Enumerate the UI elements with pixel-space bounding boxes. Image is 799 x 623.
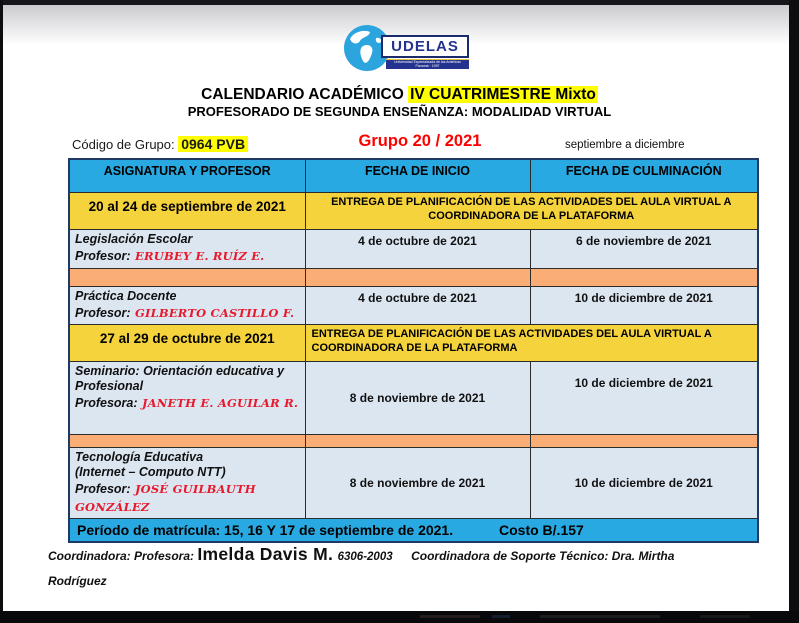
group-code-value: 0964 PVB (178, 136, 248, 152)
professor-name: JOSÉ GUILBAUTH GONZÁLEZ (75, 482, 256, 515)
udelas-org: Universidad Especializada de las Américas (394, 60, 461, 64)
spacer-cell (69, 434, 305, 447)
banner-text: ENTREGA DE PLANIFICACIÓN DE LAS ACTIVIDADES DEL AULA VIRTUAL A COORDINADORA DE LA PLATAFORMA (305, 324, 758, 361)
title-highlight: IV CUATRIMESTRE Mixto (410, 86, 596, 103)
subject-name: Práctica Docente (75, 288, 177, 303)
professor-role: Profesor: (75, 248, 131, 263)
table-row-spacer (69, 268, 758, 286)
col-header-start: FECHA DE INICIO (305, 159, 530, 192)
subject-cell (69, 286, 305, 324)
viewer-right-edge (789, 0, 799, 623)
footer (48, 544, 763, 588)
start-date: 8 de noviembre de 2021 (305, 361, 530, 434)
group-code (72, 136, 248, 152)
subject-name: Legislación Escolar (75, 231, 193, 246)
table-row-practica (69, 286, 758, 324)
period-range: septiembre a diciembre (565, 139, 685, 151)
viewer-top-edge (0, 0, 799, 5)
subject-cell (69, 229, 305, 268)
coordinator-phone: 6306-2003 (337, 551, 393, 563)
bottom-strip-artifact (492, 615, 510, 618)
spacer-cell (69, 268, 305, 286)
table-row-banner-1 (69, 192, 758, 229)
professor-role: Profesor: (75, 305, 131, 320)
udelas-wordmark (381, 35, 469, 58)
bottom-strip-artifact (540, 615, 660, 618)
matricula-label: Período de matrícula: 15, 16 Y 17 de septiembre de 2021. (77, 522, 454, 538)
bottom-strip-artifact (420, 615, 480, 618)
start-date: 4 de octubre de 2021 (305, 286, 530, 324)
start-date: 8 de noviembre de 2021 (305, 447, 530, 519)
end-date: 10 de diciembre de 2021 (530, 286, 758, 324)
matricula-cell (69, 519, 758, 542)
udelas-name: UDELAS (391, 38, 459, 55)
subject-cell (69, 447, 305, 519)
end-date: 6 de noviembre de 2021 (530, 229, 758, 268)
table-row-legislacion (69, 229, 758, 268)
table-row-matricula (69, 519, 758, 542)
start-date: 4 de octubre de 2021 (305, 229, 530, 268)
spacer-cell (305, 268, 530, 286)
group-title: Grupo 20 / 2021 (358, 132, 482, 150)
professor-role: Profesora: (75, 396, 138, 411)
banner-date: 27 al 29 de octubre de 2021 (69, 324, 305, 361)
calendar-table (68, 158, 759, 543)
subject-cell (69, 361, 305, 434)
footer-line-2: Rodríguez (48, 574, 107, 588)
coordinator-name: Imelda Davis M. (197, 544, 334, 564)
col-header-subject: ASIGNATURA Y PROFESOR (69, 159, 305, 192)
udelas-tagline: Panamá · 1997 (415, 63, 440, 68)
spacer-cell (530, 268, 758, 286)
footer-line-1 (48, 544, 763, 565)
professor-name: JANETH E. AGUILAR R. (141, 396, 299, 411)
viewer-left-edge (0, 0, 3, 623)
table-row-banner-2 (69, 324, 758, 361)
end-date: 10 de diciembre de 2021 (530, 447, 758, 519)
matricula-cost: Costo B/.157 (499, 522, 584, 538)
spacer-cell (305, 434, 530, 447)
banner-text: ENTREGA DE PLANIFICACIÓN DE LAS ACTIVIDADES DEL AULA VIRTUAL A COORDINADORA DE LA PLATAFORMA (305, 192, 758, 229)
page-title (0, 86, 799, 104)
coordinator-label: Coordinadora: Profesora: (48, 549, 198, 563)
table-header-row (69, 159, 758, 192)
col-header-end: FECHA DE CULMINACIÓN (530, 159, 758, 192)
subject-name: Tecnología Educativa (75, 449, 204, 464)
banner-date: 20 al 24 de septiembre de 2021 (69, 192, 305, 229)
professor-name: ERUBEY E. RUÍZ E. (135, 248, 265, 263)
professor-name: GILBERTO CASTILLO F. (135, 305, 295, 320)
spacer-cell (530, 434, 758, 447)
table-row-seminario (69, 361, 758, 434)
page-subtitle: PROFESORADO DE SEGUNDA ENSEÑANZA: MODALIDAD VIRTUAL (187, 104, 612, 119)
table-row-spacer (69, 434, 758, 447)
udelas-org-bar (386, 59, 469, 69)
professor-role: Profesor: (75, 482, 131, 497)
subject-name-2: (Internet – Computo NTT) (75, 465, 226, 479)
title-prefix: CALENDARIO ACADÉMICO (201, 86, 409, 103)
group-code-label: Código de Grupo: (72, 137, 179, 152)
udelas-logo (343, 22, 473, 68)
support-label: Coordinadora de Soporte Técnico: Dra. Mirtha (411, 549, 675, 563)
table-row-tecnologia (69, 447, 758, 519)
viewer-bottom-edge (0, 611, 799, 623)
bottom-strip-artifact (700, 615, 750, 618)
subject-name: Seminario: Orientación educativa y Profesional (75, 363, 285, 393)
end-date: 10 de diciembre de 2021 (530, 361, 758, 434)
